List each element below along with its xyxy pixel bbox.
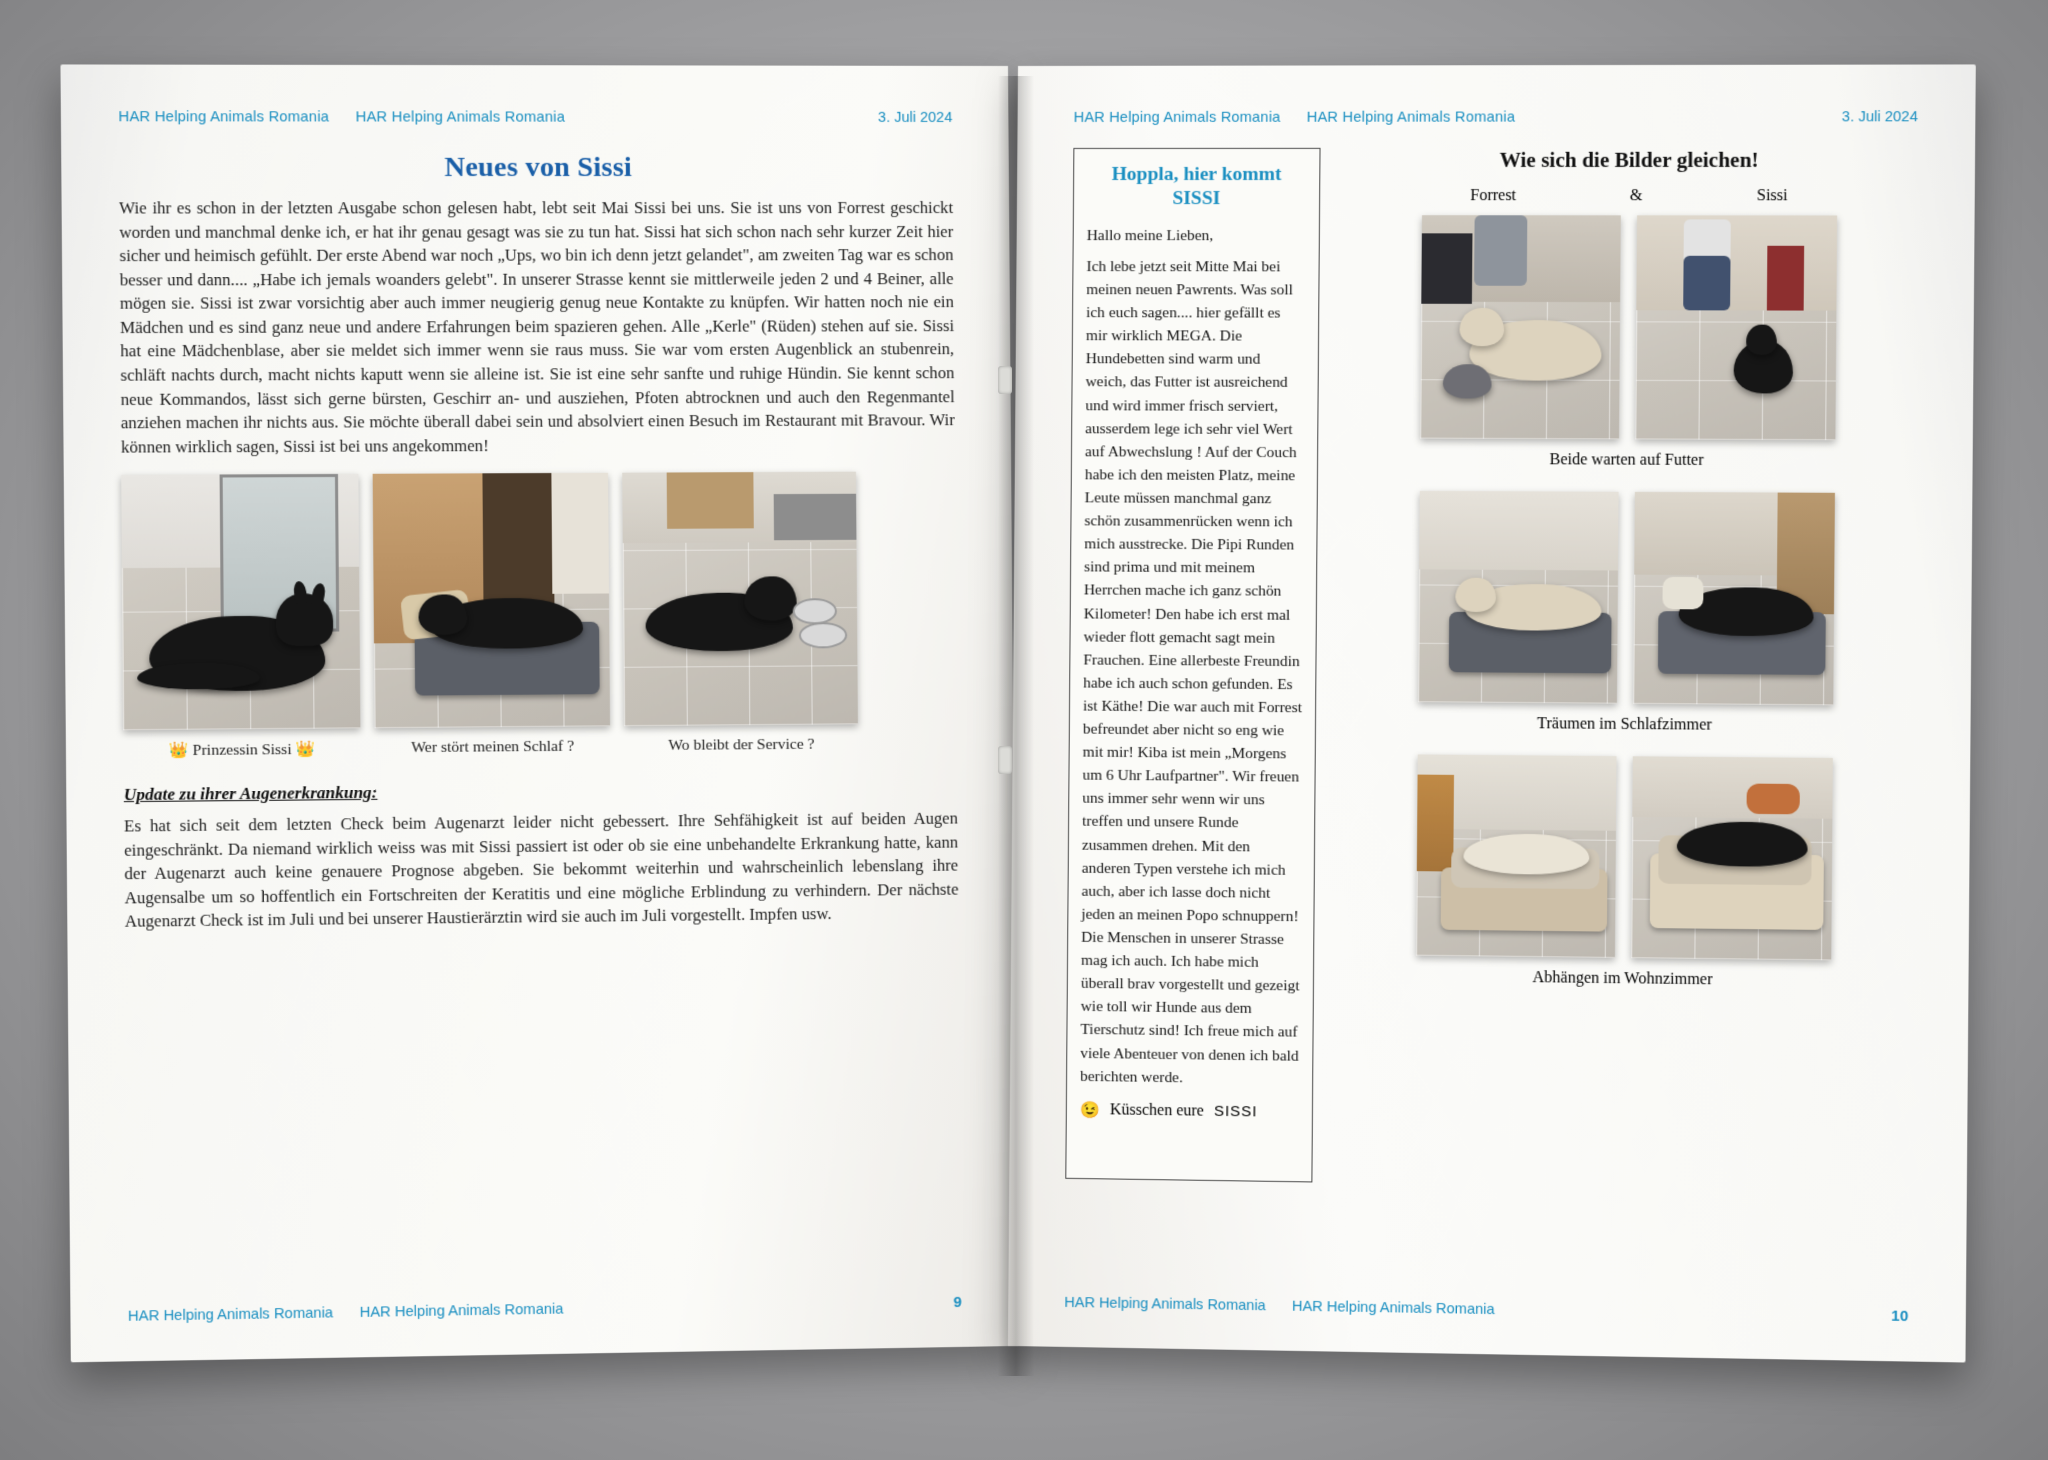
- gallery-row-livingroom: [1336, 754, 1912, 962]
- right-page-footer: [1064, 1294, 1908, 1325]
- spine-nub-top: [998, 366, 1012, 394]
- photo-sissi-kitchen: [1635, 215, 1837, 440]
- header-brand-right: HAR Helping Animals Romania: [355, 109, 565, 126]
- letter-body: Ich lebe jetzt seit Mitte Mai bei meinen neuen Pawrents. Was soll ich euch sagen.... hier gefällt es mir wirklich MEGA. Die Hundebetten sind warm und weich, das Futter ist ausreichend und wird immer frisch serviert, ausserdem lege ich sehr viel Wert auf Abwechslung ! Auf der Couch habe ich den meisten Platz, meine Leute müssen manchmal ganz schön zusammenrücken wenn ich mich ausstrecke. Die Pipi Runden sind prima und mit meinem Herrchen mache ich ganz schön Kilometer! Den habe ich erst mal wieder flott gemacht sagt mein Frauchen. Eine allerbeste Freundin habe ich auch schon gefunden. Es ist Käthe! Die war auch mit Forrest befreundet aber nicht so eng wie mit mir! Kiba ist mein „Morgens um 6 Uhr Laufpartner". Wir freuen uns immer sehr wenn wir uns treffen und unsere Runde zusammen drehen. Mit den anderen Typen verstehe ich mich auch, aber ich lasse doch nicht jeden an meinen Popo schnuppern! Die Menschen in unserer Strasse mag ich auch. Ich habe mich überall brav vorgestellt und gezeigt wie toll wir Hunde aus dem Tierschutz sind! Ich freue mich auf viele Abenteuer von denen ich bald berichten werde.: [1080, 257, 1303, 1086]
- header-date: 3. Juli 2024: [1841, 109, 1918, 126]
- letter-title: Hoppla, hier kommt SISSI: [1111, 163, 1282, 210]
- photo-block-3: [622, 472, 858, 756]
- photo-caption-3: Wo bleibt der Service ?: [668, 735, 815, 755]
- gallery-title: Wie sich die Bilder gleichen!: [1499, 147, 1759, 172]
- header-brand-right: HAR Helping Animals Romania: [1306, 109, 1516, 126]
- letter-box: [1065, 148, 1320, 1183]
- header-date: 3. Juli 2024: [877, 109, 953, 126]
- wink-emoji-icon: 😉: [1079, 1101, 1100, 1120]
- photo-caption-1: 👑 Prinzessin Sissi 👑: [168, 740, 316, 760]
- photo-waiting-for-service: [622, 472, 858, 726]
- pair-label-forrest: Forrest: [1470, 187, 1517, 205]
- update-subheading: Update zu ihrer Augenerkrankung:: [123, 782, 378, 805]
- gallery-caption-bedroom: Träumen im Schlafzimmer: [1537, 715, 1712, 734]
- header-brand-left: HAR Helping Animals Romania: [1073, 109, 1281, 126]
- letter-signature: SISSI: [1213, 1103, 1258, 1121]
- photo-forrest-livingroom: [1416, 754, 1616, 957]
- photo-block-2: [373, 473, 611, 758]
- footer-page-number: 9: [953, 1293, 962, 1312]
- left-page: [60, 64, 1018, 1362]
- footer-brand-left: HAR Helping Animals Romania: [1064, 1294, 1266, 1315]
- photo-forrest-kitchen: [1420, 215, 1621, 439]
- gallery-row-bedroom: [1338, 491, 1915, 706]
- footer-brand-right: HAR Helping Animals Romania: [1291, 1298, 1495, 1319]
- photo-sissi-livingroom: [1631, 756, 1833, 960]
- gallery-caption-livingroom: Abhängen im Wohnzimmer: [1532, 969, 1713, 989]
- pair-label-amp: &: [1629, 187, 1643, 205]
- update-paragraph: Es hat sich seit dem letzten Check beim Augenarzt leider nicht gebessert. Ihre Sehfähigkeit ist auf beiden Augen eingeschränkt. Da niemand wirklich weiss was mit Sissi passiert ist oder ob sie eine unbehandelte Erkrankung hatte, kann der Augenarzt auch keine genauere Prognose abgeben. Sie bekommt weiterhin und wahrscheinlich lebenslang ihre Augensalbe um so hoffentlich ein Fortschreiten der Keratitis und eine mögliche Erblindung zu verhindern. Der nächste Augenarzt Check ist im Juli und bei unserer Haustierärztin wird sie auch im Juli vorgestellt. Impfen usw.: [123, 808, 959, 932]
- spine-nub-bottom: [998, 746, 1012, 774]
- photo-caption-2: Wer stört meinen Schlaf ?: [411, 737, 575, 757]
- gallery-caption-food: Beide warten auf Futter: [1549, 451, 1704, 469]
- letter-signoff: [1080, 1100, 1299, 1123]
- photo-block-1: [121, 474, 360, 761]
- right-page: [1008, 64, 1976, 1362]
- pair-label-sissi: Sissi: [1756, 187, 1788, 205]
- right-page-header: [1074, 109, 1918, 126]
- gallery-row-food: [1340, 215, 1917, 440]
- magazine-spread: [78, 66, 1958, 1396]
- footer-brand-right: HAR Helping Animals Romania: [359, 1301, 564, 1321]
- photo-sissi-bedroom: [1633, 492, 1835, 705]
- footer-page-number: 10: [1891, 1307, 1909, 1326]
- photo-gallery: [1335, 148, 1918, 1192]
- photo-princess-sissi: [121, 474, 360, 730]
- left-page-footer: [128, 1294, 962, 1325]
- photo-forrest-bedroom: [1418, 491, 1618, 704]
- letter-salutation: Hallo meine Lieben,: [1086, 226, 1214, 244]
- gallery-pair-labels: [1342, 187, 1917, 205]
- article-title: Neues von Sissi: [444, 151, 633, 184]
- article-paragraph: Wie ihr es schon in der letzten Ausgabe schon gelesen habt, lebt seit Mai Sissi bei uns. Sie ist uns von Forrest geschickt worden und manchmal denke ich, er hat ihr genau gesagt was sie zu tun hat. Sissi hat sich schon nach sehr kurzer Zeit hier sicher und heimisch gefühlt. Der erste Abend war noch „Ups, wo bin ich denn jetzt gelandet", am zweiten Tag war es schon besser und dann.... „Habe ich jemals woanders gelebt". In unserer Strasse kennt sie mittlerweile jeden 2 und 4 Beiner, alle mögen sie. Sissi ist zwar vorsichtig aber auch immer neugierig genug neue Kontakte zu knüpfen. Wir hatten noch nie ein Mädchen und es sind ganz neue und andere Erfahrungen beim spazieren gehen. Alle „Kerle" (Rüden) stehen auf sie. Sissi hat eine Mädchenblase, aber sie meldet sich immer wenn sie raus muss. Sie war vom ersten Augenblick an stubenrein, schläft nachts durch, macht nichts kaputt wenn sie alleine ist. Sie ist eine sehr sanfte und ruhige Hündin. Sie kennt schon neue Kommandos, lässt sich gerne bürsten, Geschirr an- und ausziehen, Pfoten abtrocknen und auch den Regenmantel anziehen machen ihr nichts aus. Sie möchte überall dabei sein und absolviert einen Besuch im Restaurant mit Bravour. Wir können wirklich sagen, Sissi ist bei uns angekommen!: [119, 198, 955, 457]
- header-brand-left: HAR Helping Animals Romania: [118, 109, 330, 126]
- left-page-header: [118, 109, 952, 126]
- letter-signoff-text: Küsschen eure: [1109, 1101, 1204, 1120]
- photo-row-top: [121, 471, 957, 760]
- photo-sleeping-dog: [373, 473, 610, 728]
- footer-brand-left: HAR Helping Animals Romania: [127, 1305, 334, 1325]
